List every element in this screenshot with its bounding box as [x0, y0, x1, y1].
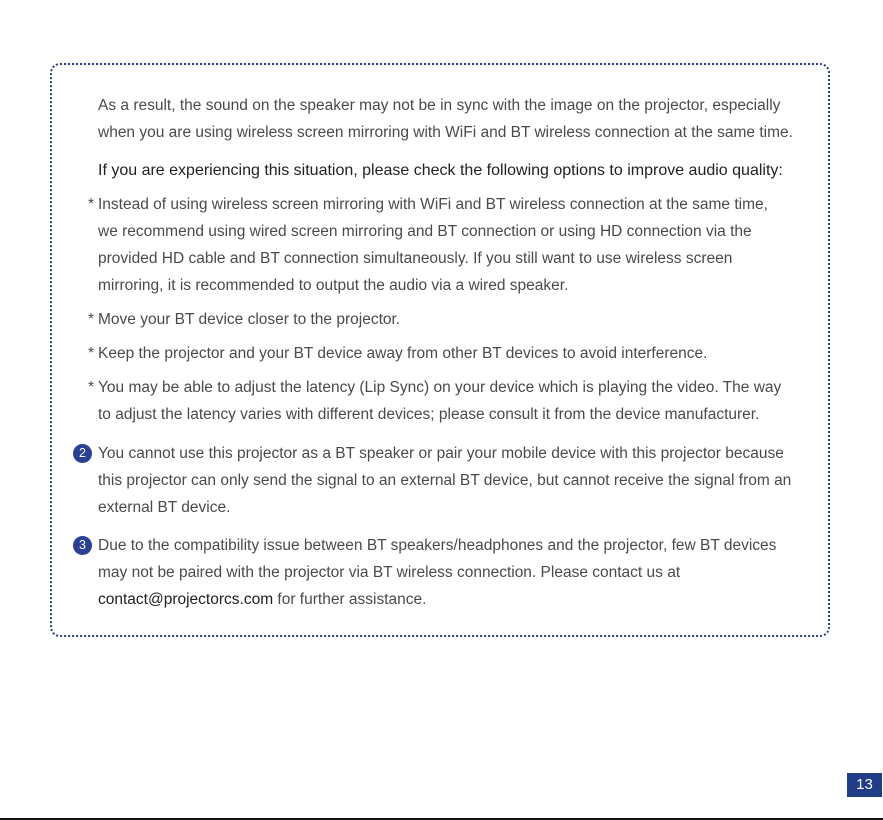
number-badge: 2: [73, 444, 92, 463]
support-email-link[interactable]: contact@projectorcs.com: [98, 591, 274, 608]
bullet-line: we recommend using wired screen mirroring and BT connection or using HD connection via the: [98, 223, 752, 240]
bullet-line: Instead of using wireless screen mirroring with WiFi and BT wireless connection at the same time,: [98, 196, 768, 213]
bullet-line: mirroring, it is recommended to output the audio via a wired speaker.: [98, 277, 569, 294]
bullet-line: to adjust the latency varies with different devices; please consult it from the device manufacturer.: [98, 406, 760, 423]
bullet-marker: *: [88, 345, 95, 362]
numbered-line: may not be paired with the projector via BT wireless connection. Please contact us at: [98, 564, 681, 581]
numbered-line: Due to the compatibility issue between BT speakers/headphones and the projector, few BT devices: [98, 537, 777, 554]
numbered-line: You cannot use this projector as a BT speaker or pair your mobile device with this projector because: [98, 445, 784, 462]
intro-line: when you are using wireless screen mirroring with WiFi and BT wireless connection at the same time.: [98, 124, 793, 141]
bullet-line: Move your BT device closer to the projector.: [98, 311, 401, 328]
numbered-line: external BT device.: [98, 499, 231, 516]
intro-paragraph: [88, 92, 808, 146]
numbered-line: this projector can only send the signal to an external BT device, but cannot receive the signal from an: [98, 472, 792, 489]
bullet-line: provided HD cable and BT connection simultaneously. If you still want to use wireless screen: [98, 250, 733, 267]
bullet-item: [88, 374, 808, 428]
bullet-line: Keep the projector and your BT device away from other BT devices to avoid interference.: [98, 345, 708, 362]
bullet-item: [88, 306, 808, 333]
numbered-line: for further assistance.: [273, 591, 427, 608]
bullet-item: [88, 191, 808, 299]
section-heading: If you are experiencing this situation, please check the following options to improve audio quality:: [98, 162, 783, 179]
intro-line: As a result, the sound on the speaker may not be in sync with the image on the projector, especially: [98, 97, 781, 114]
numbered-item: [79, 440, 808, 521]
number-badge: 3: [73, 536, 92, 555]
content-area: [79, 92, 808, 613]
bullet-line: You may be able to adjust the latency (Lip Sync) on your device which is playing the video. The way: [98, 379, 782, 396]
numbered-item: [79, 532, 808, 613]
bullet-marker: *: [88, 379, 95, 396]
bullet-marker: *: [88, 196, 95, 213]
page-number-badge: 13: [847, 773, 882, 797]
bullet-item: [88, 340, 808, 367]
bullet-marker: *: [88, 311, 95, 328]
